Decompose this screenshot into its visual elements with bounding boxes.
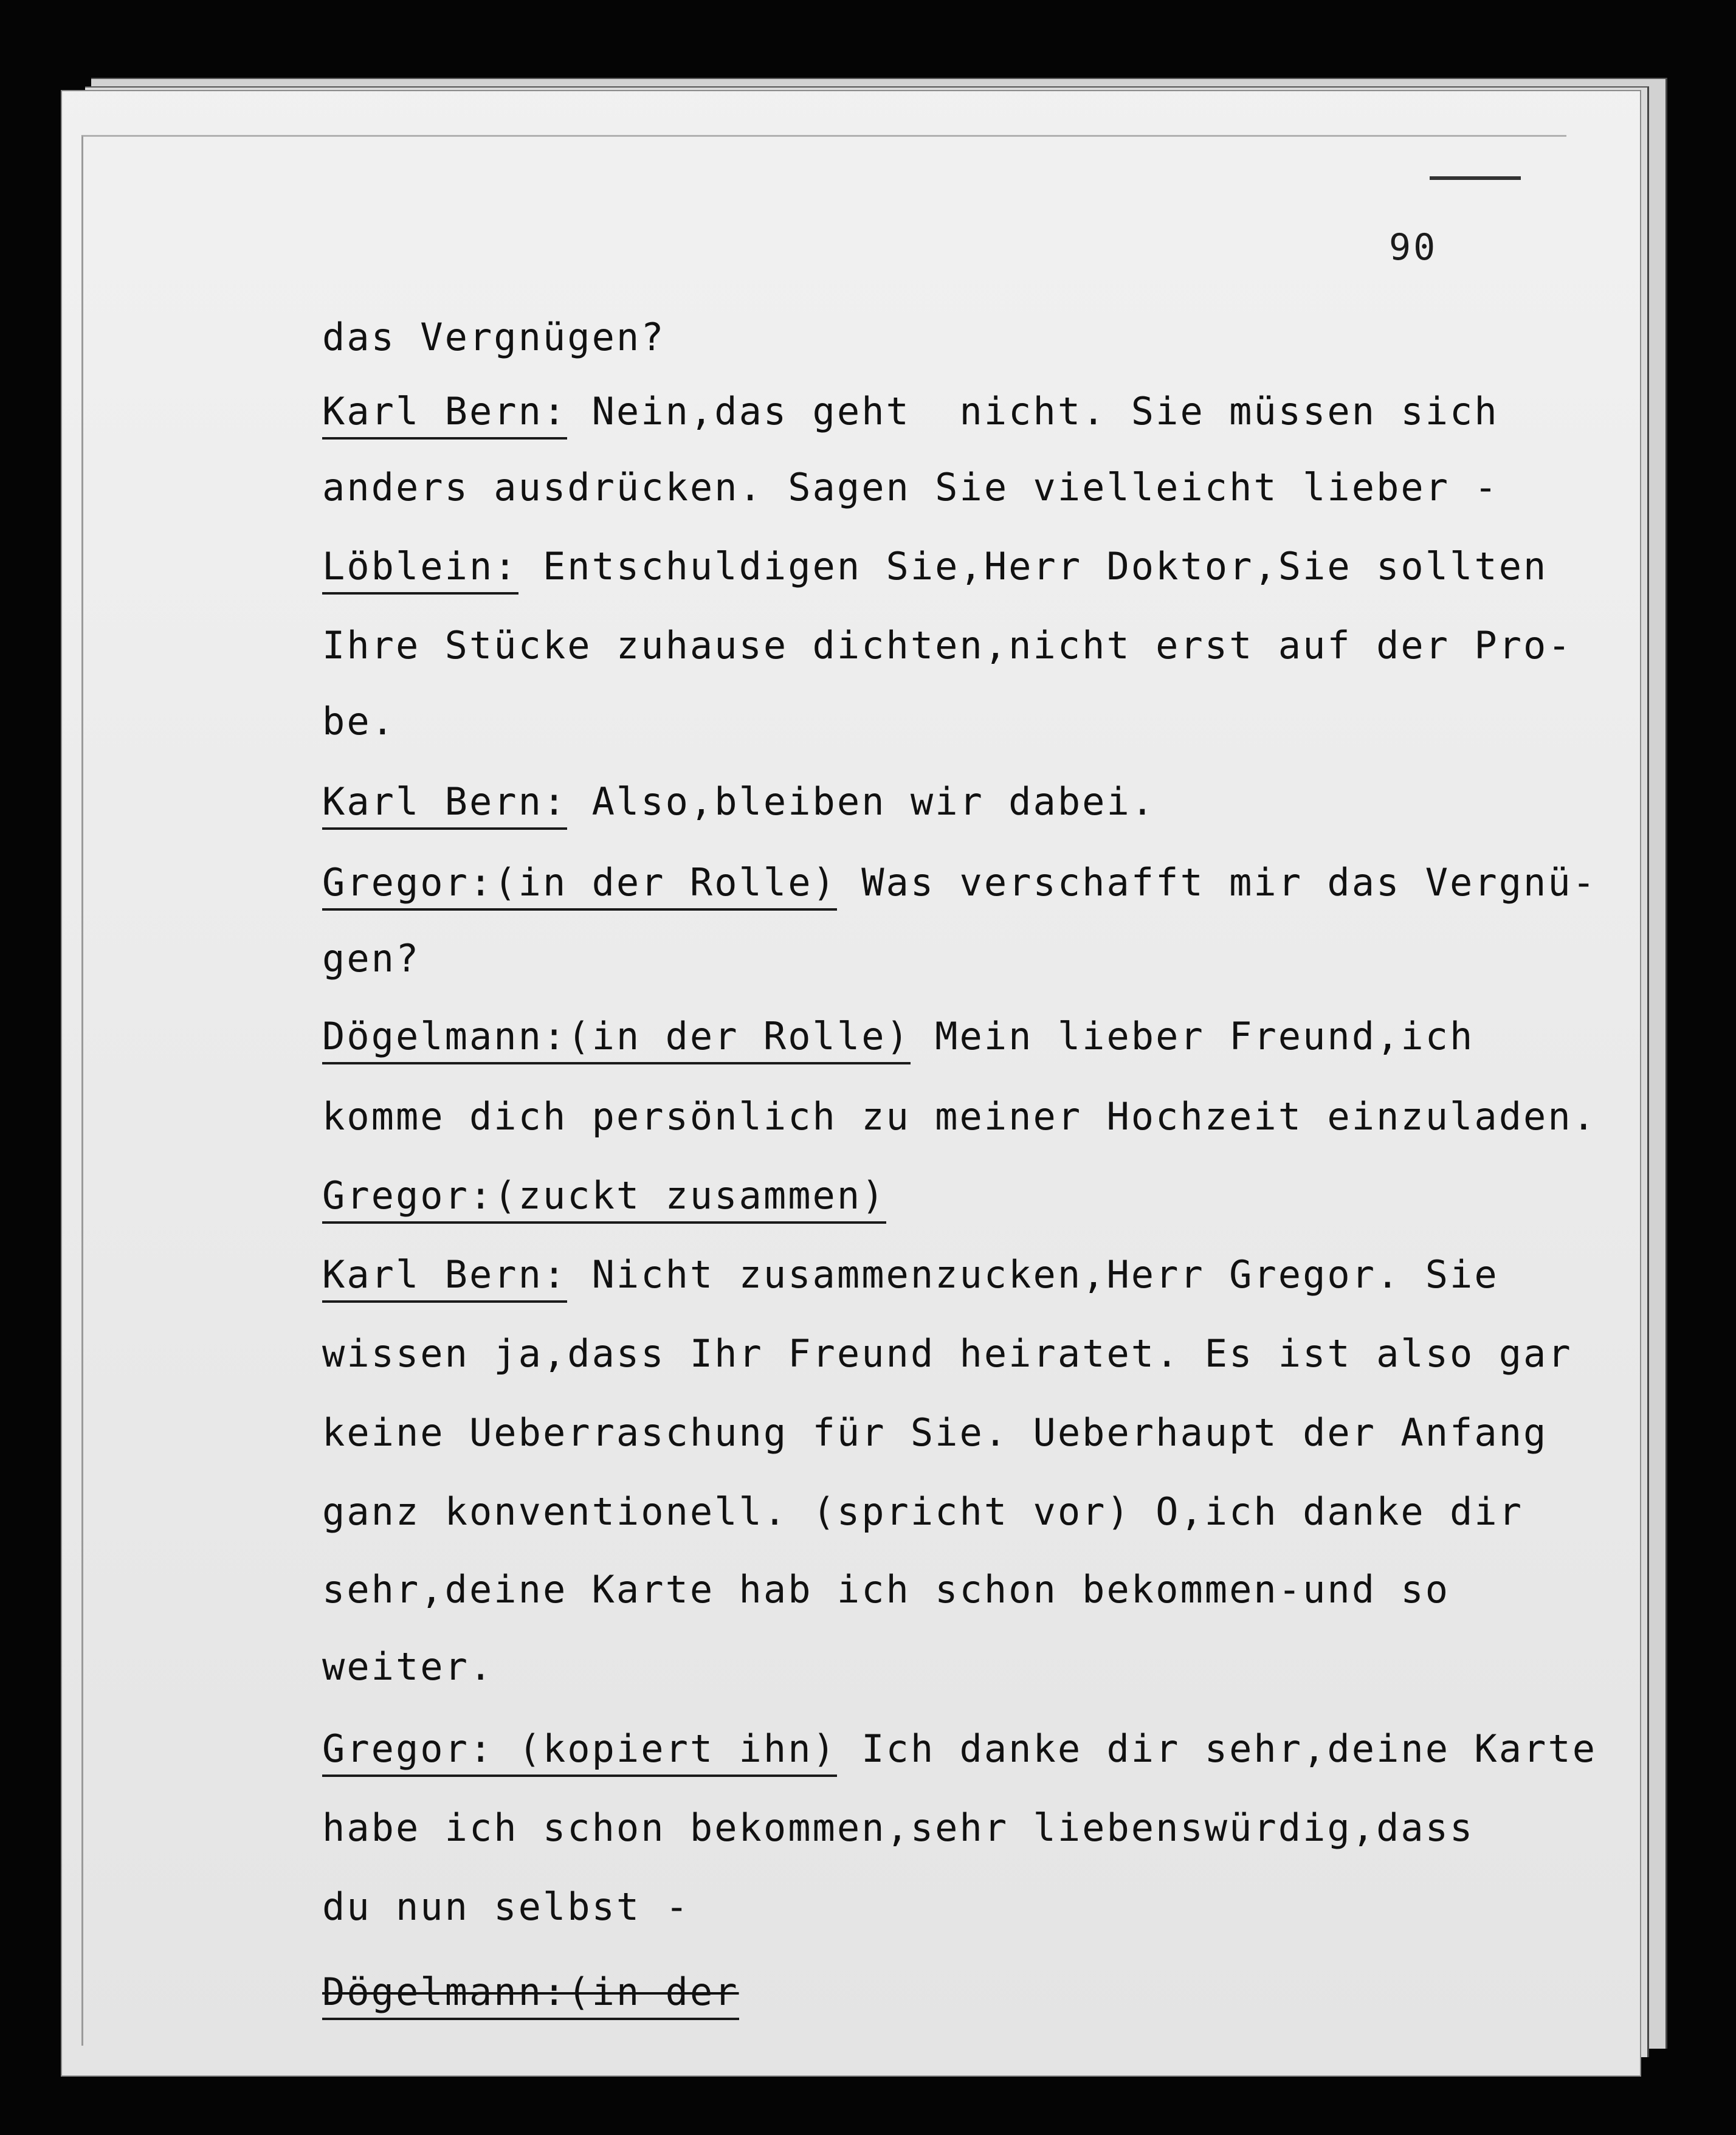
speaker-label: Dögelmann:(in der Rolle) xyxy=(322,1014,911,1064)
script-line xyxy=(322,1726,1597,1771)
line-text: Nicht zusammenzucken,Herr Gregor. Sie xyxy=(567,1252,1499,1297)
script-line xyxy=(322,465,1499,509)
script-line xyxy=(322,1885,690,1929)
script-line xyxy=(322,389,1499,433)
line-text: Nein,das geht nicht. Sie müssen sich xyxy=(567,389,1499,433)
script-line xyxy=(322,1252,1499,1297)
script-line xyxy=(322,1331,1572,1376)
line-text: komme dich persönlich zu meiner Hochzeit einzuladen. xyxy=(322,1094,1597,1139)
script-line xyxy=(322,1489,1523,1534)
line-text: ganz konventionell. (spricht vor) O,ich danke dir xyxy=(322,1489,1524,1534)
script-line xyxy=(322,1644,494,1689)
speaker-label: Gregor:(zuckt zusammen) xyxy=(322,1173,886,1224)
edge-mark xyxy=(1430,176,1521,180)
speaker-label: Gregor: (kopiert ihn) xyxy=(322,1726,837,1777)
line-text: Ich danke dir sehr,deine Karte xyxy=(836,1726,1597,1771)
script-line xyxy=(322,1410,1548,1455)
line-text: Mein lieber Freund,ich xyxy=(910,1014,1475,1058)
line-text: habe ich schon bekommen,sehr liebenswürdig,dass xyxy=(322,1806,1475,1850)
script-line xyxy=(322,1173,886,1218)
line-text: Entschuldigen Sie,Herr Doktor,Sie sollten xyxy=(518,544,1548,588)
line-text: gen? xyxy=(322,936,421,981)
line-text: weiter. xyxy=(322,1644,494,1689)
line-text: be. xyxy=(322,699,396,743)
line-text: sehr,deine Karte hab ich schon bekommen-und so xyxy=(322,1567,1450,1612)
line-text: keine Ueberraschung für Sie. Ueberhaupt der Anfang xyxy=(322,1410,1548,1455)
script-line xyxy=(322,1806,1474,1850)
speaker-label: Löblein: xyxy=(322,544,518,595)
speaker-label: Gregor:(in der Rolle) xyxy=(322,860,837,911)
line-text: du nun selbst - xyxy=(322,1885,690,1929)
line-text: wissen ja,dass Ihr Freund heiratet. Es ist also gar xyxy=(322,1331,1572,1376)
line-text: Ihre Stücke zuhause dichten,nicht erst auf der Pro- xyxy=(322,623,1572,667)
script-line xyxy=(322,1014,1474,1058)
line-text: Also,bleiben wir dabei. xyxy=(567,779,1156,824)
script-line xyxy=(322,623,1572,667)
script-line xyxy=(322,699,396,743)
script-line xyxy=(322,315,666,359)
line-text: das Vergnügen? xyxy=(322,315,666,359)
script-line xyxy=(322,1094,1597,1139)
speaker-label: Karl Bern: xyxy=(322,779,567,830)
page-number: 90 xyxy=(1389,226,1438,269)
typescript-page xyxy=(61,90,1641,2077)
speaker-label: Karl Bern: xyxy=(322,1252,567,1303)
line-text: anders ausdrücken. Sagen Sie vielleicht lieber - xyxy=(322,465,1499,509)
line-text: Was verschafft mir das Vergnü- xyxy=(836,860,1597,905)
script-line xyxy=(322,544,1548,588)
script-line xyxy=(322,1567,1450,1612)
speaker-label: Karl Bern: xyxy=(322,389,567,440)
script-line xyxy=(322,1970,739,2014)
speaker-label: Dögelmann:(in der xyxy=(322,1970,739,2020)
script-line xyxy=(322,779,1156,824)
script-line xyxy=(322,936,420,981)
script-line xyxy=(322,860,1597,905)
